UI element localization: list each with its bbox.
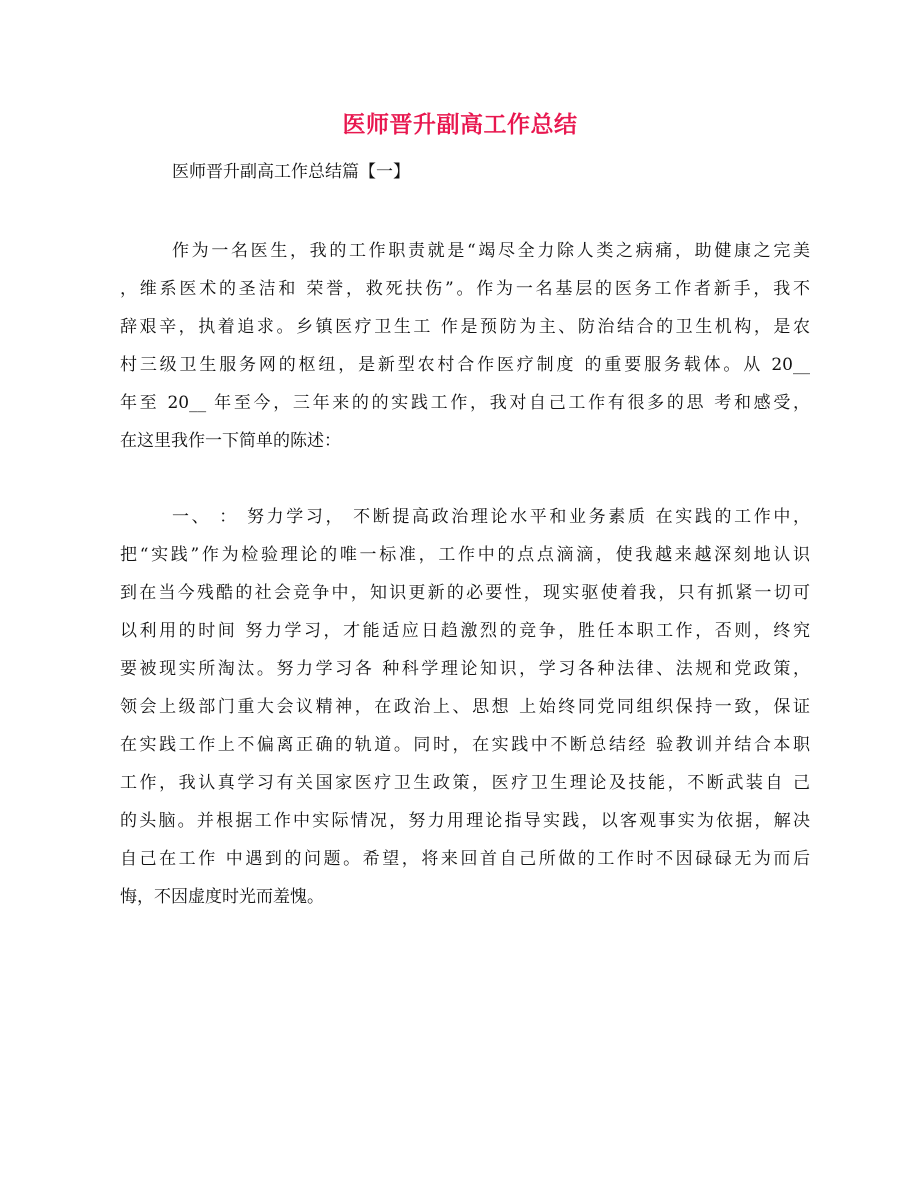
paragraph-line: 年至 20__ 年至今，三年来的的实践工作，我对自己工作有很多的思 考和感受， <box>120 393 810 413</box>
paragraph-line: 在实践工作上不偏离正确的轨道。同时，在实践中不断总结经 验教训并结合本职 <box>120 735 810 755</box>
paragraph-line: 领会上级部门重大会议精神，在政治上、思想 上始终同党同组织保持一致，保证 <box>120 697 810 717</box>
paragraph-section-one <box>120 498 810 916</box>
paragraph-intro <box>120 232 810 460</box>
document-subtitle: 医师晋升副高工作总结篇【一】 <box>172 162 410 182</box>
paragraph-line: 村三级卫生服务网的枢纽，是新型农村合作医疗制度 的重要服务载体。从 20__ <box>120 355 810 375</box>
paragraph-line: 的头脑。并根据工作中实际情况，努力用理论指导实践，以客观事实为依据，解决 <box>120 811 810 831</box>
paragraph-line: 作为一名医生，我的工作职责就是“竭尽全力除人类之病痛，助健康之完美 <box>172 241 810 261</box>
paragraph-line: 到在当今残酷的社会竞争中，知识更新的必要性，现实驱使着我，只有抓紧一切可 <box>120 583 810 603</box>
paragraph-line: 把“实践”作为检验理论的唯一标准，工作中的点点滴滴，使我越来越深刻地认识 <box>120 545 810 565</box>
paragraph-line: 悔，不因虚度时光而羞愧。 <box>120 887 324 907</box>
document-title: 医师晋升副高工作总结 <box>342 112 578 138</box>
paragraph-line: 以利用的时间 努力学习，才能适应日趋激烈的竞争，胜任本职工作，否则，终究 <box>120 621 810 641</box>
paragraph-line: 工作，我认真学习有关国家医疗卫生政策，医疗卫生理论及技能，不断武装自 己 <box>120 773 810 793</box>
paragraph-line: 辞艰辛，执着追求。乡镇医疗卫生工 作是预防为主、防治结合的卫生机构，是农 <box>120 317 810 337</box>
paragraph-line: 自己在工作 中遇到的问题。希望，将来回首自己所做的工作时不因碌碌无为而后 <box>120 849 810 869</box>
paragraph-line: ，维系医术的圣洁和 荣誉，救死扶伤”。作为一名基层的医务工作者新手，我不 <box>120 279 810 299</box>
paragraph-line: 一、 ： 努力学习， 不断提高政治理论水平和业务素质 在实践的工作中， <box>172 507 810 527</box>
paragraph-line: 在这里我作一下简单的陈述： <box>120 431 341 451</box>
paragraph-line: 要被现实所淘汰。努力学习各 种科学理论知识，学习各种法律、法规和党政策， <box>120 659 810 679</box>
